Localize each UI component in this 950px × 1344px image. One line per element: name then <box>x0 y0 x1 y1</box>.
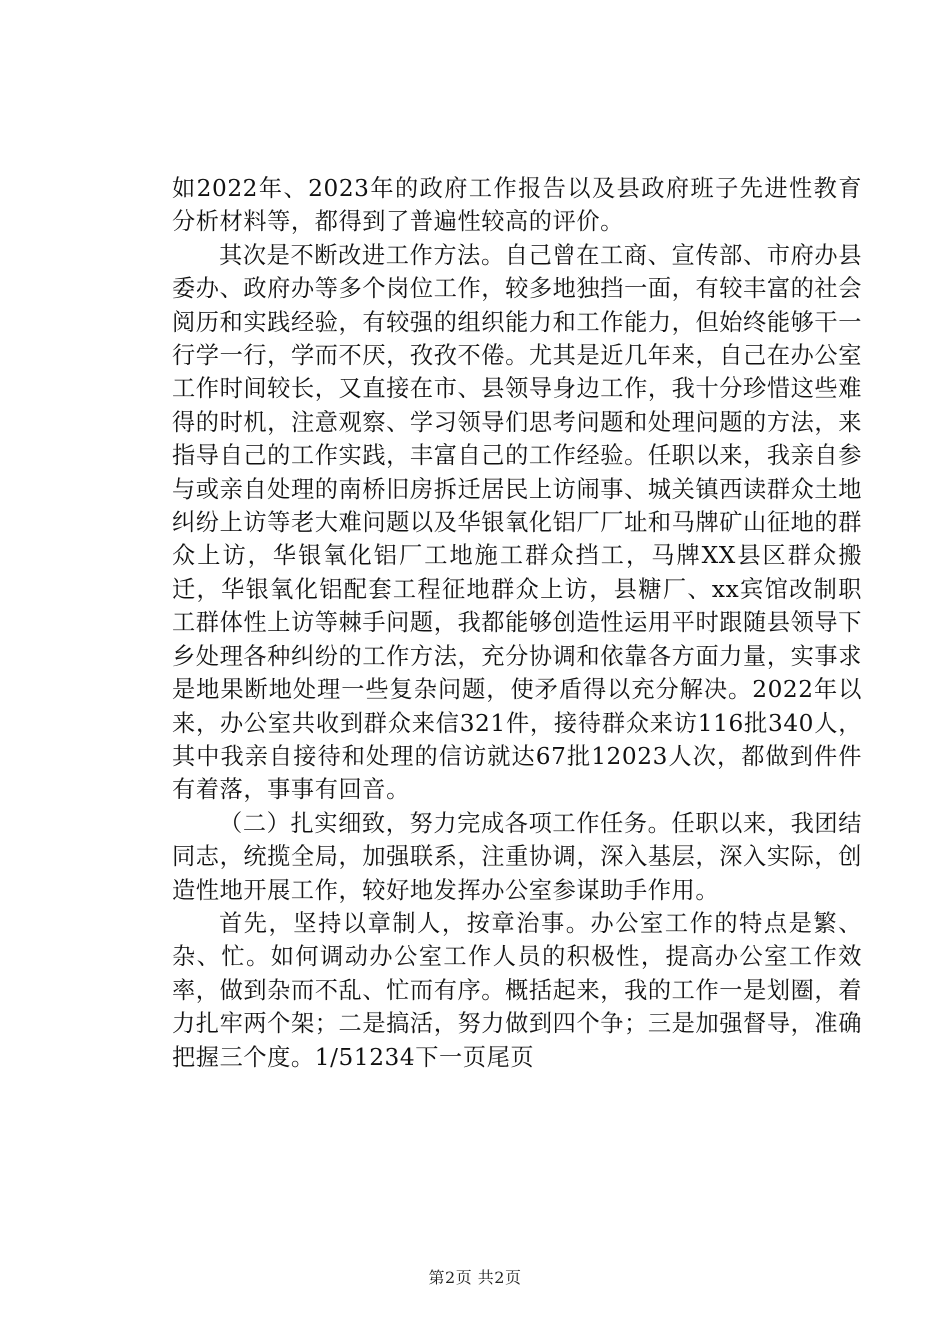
page-number-label: 第2页 共2页 <box>428 1268 522 1287</box>
page-footer <box>0 1268 950 1288</box>
paragraph-work-methods: 其次是不断改进工作方法。自己曾在工商、宣传部、市府办县委办、政府办等多个岗位工作，较多地独挡一面，有较丰富的社会阅历和实践经验，有较强的组织能力和工作能力，但始终能够干一行学一行，学而不厌，孜孜不倦。尤其是近几年来，自己在办公室工作时间较长，又直接在市、县领导身边工作，我十分珍惜这些难得的时机，注意观察、学习领导们思考问题和处理问题的方法，来指导自己的工作实践，丰富自己的工作经验。任职以来，我亲自参与或亲自处理的南桥旧房拆迁居民上访闹事、城关镇西读群众土地纠纷上访等老大难问题以及华银氧化铝厂厂址和马牌矿山征地的群众上访，华银氧化铝厂工地施工群众挡工，马牌XX县区群众搬迁，华银氧化铝配套工程征地群众上访，县糖厂、xx宾馆改制职工群体性上访等棘手问题，我都能够创造性运用平时跟随县领导下乡处理各种纠纷的工作方法，充分协调和依靠各方面力量，实事求是地果断地处理一些复杂问题，使矛盾得以充分解决。2022年以来，办公室共收到群众来信321件，接待群众来访116批340人，其中我亲自接待和处理的信访就达67批12023人次，都做到件件有着落，事事有回音。 <box>172 241 862 804</box>
paragraph-rules-management: 首先，坚持以章制人，按章治事。办公室工作的特点是繁、杂、忙。如何调动办公室工作人员的积极性，提高办公室工作效率，做到杂而不乱、忙而有序。概括起来，我的工作一是划圈，着力扎牢两个架；二是搞活，努力做到四个争；三是加强督导，准确把握三个度。1/51234下一页尾页 <box>172 909 862 1071</box>
document-body <box>172 172 862 1074</box>
paragraph-work-tasks: （二）扎实细致，努力完成各项工作任务。任职以来，我团结同志，统揽全局，加强联系，注重协调，深入基层，深入实际，创造性地开展工作，较好地发挥办公室参谋助手作用。 <box>172 809 862 904</box>
paragraph-continuation: 如2022年、2023年的政府工作报告以及县政府班子先进性教育分析材料等，都得到了普遍性较高的评价。 <box>172 175 862 236</box>
